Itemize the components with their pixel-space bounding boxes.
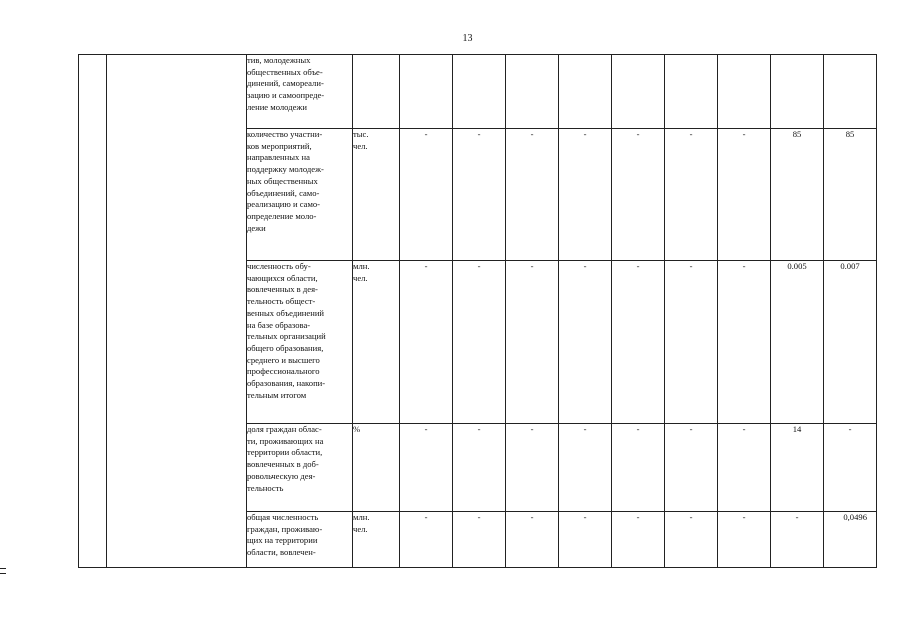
value-cell: - [506,261,559,424]
value-cell: - [612,424,665,512]
value-cell: 0.005 [771,261,824,424]
value-cell: - [559,512,612,568]
value-cell: - [506,424,559,512]
value-cell [612,55,665,129]
value-cell: - [665,261,718,424]
unit-cell: млн. чел. [353,512,400,568]
value-cell: - [665,424,718,512]
value-cell: - [400,512,453,568]
indicator-description: общая численность граждан, проживаю- щих на территории области, вовлечен- [247,512,353,568]
value-cell: - [718,424,771,512]
unit-cell: % [353,424,400,512]
goal-column-cell [107,55,247,568]
value-cell [506,55,559,129]
value-cell: - [559,424,612,512]
value-cell [400,55,453,129]
value-cell [559,55,612,129]
value-cell: 0.007 [824,261,877,424]
value-cell: - [453,512,506,568]
indicator-description: тив, молодежных общественных объе- динений, самореали- зацию и самоопреде- ление молодежи [247,55,353,129]
value-cell: - [612,261,665,424]
value-cell: - [718,129,771,261]
value-cell: - [771,512,824,568]
value-cell: - [718,512,771,568]
value-cell: - [718,261,771,424]
scan-edge-mark [0,568,6,574]
indicator-description: доля граждан облас- ти, проживающих на территории области, вовлеченных в доб- ровольческую дея- тельность [247,424,353,512]
indicator-table [78,54,877,568]
value-cell [718,55,771,129]
page-number: 13 [462,33,473,44]
value-cell: - [453,424,506,512]
value-cell [453,55,506,129]
value-cell: - [400,129,453,261]
value-cell: 85 [771,129,824,261]
value-cell: - [506,512,559,568]
value-cell: - [665,129,718,261]
value-cell: - [559,129,612,261]
indicator-description: количество участни- ков мероприятий, направленных на поддержку молодеж- ных общественных объединений, само- реализацию и само- определение моло- дежи [247,129,353,261]
value-cell [824,55,877,129]
value-cell: - [824,424,877,512]
value-cell: - [453,261,506,424]
value-cell: - [400,424,453,512]
value-cell: - [559,261,612,424]
unit-cell: тыс. чел. [353,129,400,261]
indicator-description: численность обу- чающихся области, вовлеченных в дея- тельность общест- венных объединений на базе образова- тельных организаций общего образования, среднего и высшего профессионального образования, накопи- тельным итогом [247,261,353,424]
value-cell: - [612,512,665,568]
value-cell: - [453,129,506,261]
value-cell: - [612,129,665,261]
value-cell: 14 [771,424,824,512]
number-column-cell [79,55,107,568]
value-cell: - [506,129,559,261]
value-cell [771,55,824,129]
value-cell [665,55,718,129]
table-row [79,55,877,129]
unit-cell [353,55,400,129]
value-cell: 85 [824,129,877,261]
value-cell: - [665,512,718,568]
value-cell: 0,0496 [824,512,877,568]
unit-cell: млн. чел. [353,261,400,424]
value-cell: - [400,261,453,424]
